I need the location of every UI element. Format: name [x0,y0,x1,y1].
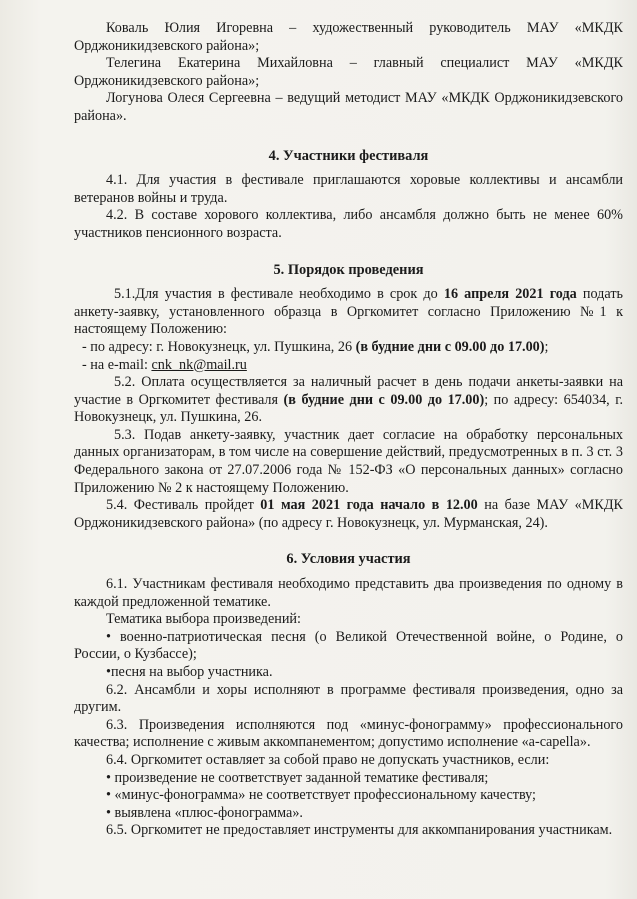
paragraph-4-1: 4.1. Для участия в фестивале приглашаются хоровые коллективы и ансамбли ветеранов войны и труда. [74,172,623,206]
paragraph-5-1: 5.1.Для участия в фестивале необходимо в срок до 16 апреля 2021 года подать анкету-заявку, установленного образца в Оргкомитет согласно Приложению №1 к настоящему Положению: [74,286,623,338]
paragraph-4-2: 4.2. В составе хорового коллектива, либо ансамбля должно быть не менее 60% участников пенсионного возраста. [74,207,623,241]
bullet-item: •песня на выбор участника. [106,664,273,680]
organizer-line: Коваль Юлия Игоревна – художественный руководитель МАУ «МКДК Орджоникидзевского района»; [74,20,623,54]
paragraph-6-4: 6.4. Оргкомитет оставляет за собой право не допускать участников, если: [106,751,550,768]
paragraph-6-3: 6.3. Произведения исполняются под «минус-фонограмму» профессионального качества; исполнение с живым аккомпанементом; допустимо исполнение «а-capella». [74,716,623,751]
paragraph-5-2: 5.2. Оплата осуществляется за наличный расчет в день подачи анкеты-заявки на участие в Оргкомитет фестиваля (в будние дни с 09.00 до 17.00); по адресу: 654034, г. Новокузнецк, ул. Пушкина, 26. [74,374,623,426]
paragraph-6-5: 6.5. Оргкомитет не предоставляет инструменты для аккомпанирования участникам. [106,822,613,839]
bullet-item: • «минус-фонограмма» не соответствует профессиональному качеству; [106,787,537,804]
section-4-heading: 4. Участники фестиваля [268,147,429,164]
bullet-item: • произведение не соответствует заданной тематике фестиваля; [106,769,489,786]
organizers-list [74,20,623,126]
address-line: - по адресу: г. Новокузнецк, ул. Пушкина, 26 (в будние дни с 09.00 до 17.00); [82,338,549,355]
bullet-item: • военно-патриотическая песня (о Великой Отечественной войне, о Родине, о России, о Кузбассе); [74,628,623,663]
themes-intro: Тематика выбора произведений: [106,611,301,628]
section-6-heading: 6. Условия участия [286,551,411,568]
paragraph-5-3: 5.3. Подав анкету-заявку, участник дает согласие на обработку персональных данных организаторам, в том числе на совершение действий, предусмотренных в п. 3 ст. 3 Федерального закона от 27.07.2006 года № 152-ФЗ «О персональных данных» согласно Приложению № 2 к настоящему Положению. [74,426,623,496]
paragraph-5-4: 5.4. Фестиваль пройдет 01 мая 2021 года начало в 12.00 на базе МАУ «МКДК Орджоникидзевского района» (по адресу г. Новокузнецк, ул. Мурманская, 24). [74,497,623,531]
organizer-line: Логунова Олеся Сергеевна – ведущий методист МАУ «МКДК Орджоникидзевского района». [74,90,624,124]
paragraph-6-1: 6.1. Участникам фестиваля необходимо представить два произведения по одному в каждой предложенной тематике. [74,576,623,610]
bullet-item: • выявлена «плюс-фонограмма». [106,804,303,821]
email-link[interactable]: cnk_nk@mail.ru [151,356,247,373]
section-5-heading: 5. Порядок проведения [273,261,424,278]
email-line: - на e-mail: cnk_nk@mail.ru [82,356,247,373]
organizer-line: Телегина Екатерина Михайловна – главный специалист МАУ «МКДК Орджоникидзевского района»; [74,55,623,89]
paragraph-6-2: 6.2. Ансамбли и хоры исполняют в программе фестиваля произведения, одно за другим. [74,681,623,716]
